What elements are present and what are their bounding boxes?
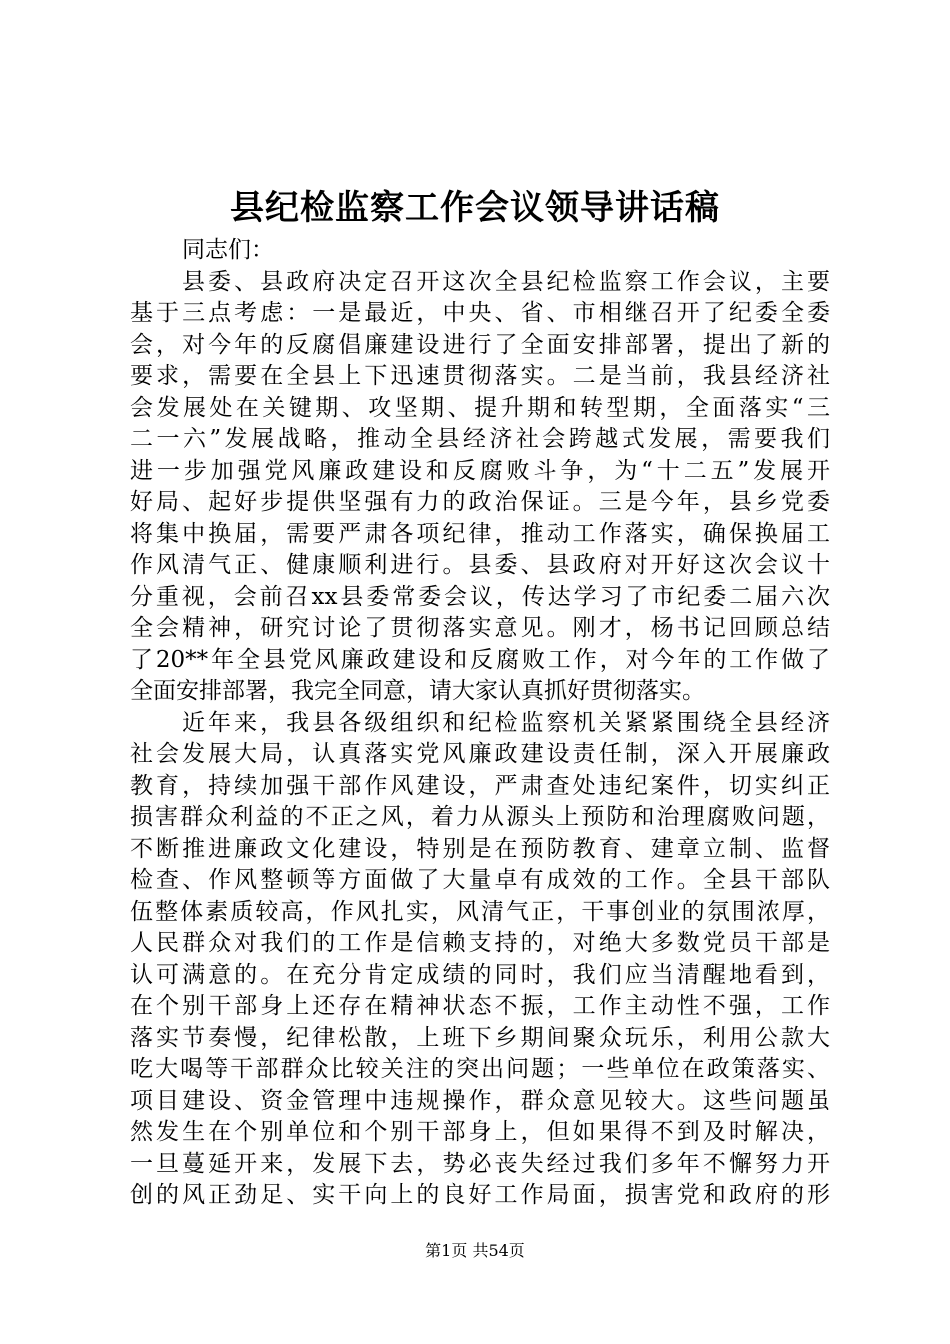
text-line: 创的风正劲足、实干向上的良好工作局面，损害党和政府的形 <box>130 1182 830 1208</box>
document-body <box>130 235 830 1212</box>
text-line: 二一六”发展战略，推动全县经济社会跨越式发展，需要我们 <box>130 426 830 452</box>
text-line: 基于三点考虑：一是最近，中央、省、市相继召开了纪委全委 <box>130 300 830 326</box>
text-line: 好局、起好步提供坚强有力的政治保证。三是今年，县乡党委 <box>130 489 830 515</box>
text-line: 人民群众对我们的工作是信赖支持的，对绝大多数党员干部是 <box>130 930 830 956</box>
text-line: 在个别干部身上还存在精神状态不振，工作主动性不强，工作 <box>130 993 830 1019</box>
text-line: 教育，持续加强干部作风建设，严肃查处违纪案件，切实纠正 <box>130 772 830 799</box>
text-line: 落实节奏慢，纪律松散，上班下乡期间聚众玩乐，利用公款大 <box>130 1024 830 1051</box>
text-line: 会，对今年的反腐倡廉建设进行了全面安排部署，提出了新的 <box>130 331 830 358</box>
paragraph-2 <box>130 708 830 1212</box>
text-line: 近年来，我县各级组织和纪检监察机关紧紧围绕全县经济 <box>182 709 830 736</box>
text-line: 分重视，会前召xx县委常委会议，传达学习了市纪委二届六次 <box>130 583 830 610</box>
text-line: 然发生在个别单位和个别干部身上，但如果得不到及时解决， <box>130 1119 830 1145</box>
text-line: 一旦蔓延开来，发展下去，势必丧失经过我们多年不懈努力开 <box>130 1150 830 1177</box>
text-line: 县委、县政府决定召开这次全县纪检监察工作会议，主要 <box>182 268 830 295</box>
text-line: 不断推进廉政文化建设，特别是在预防教育、建章立制、监督 <box>130 835 830 862</box>
document-title: 县纪检监察工作会议领导讲话稿 <box>230 188 720 228</box>
text-line: 全会精神，研究讨论了贯彻落实意见。刚才，杨书记回顾总结 <box>130 615 830 641</box>
text-line: 进一步加强党风廉政建设和反腐败斗争，为“十二五”发展开 <box>130 457 830 484</box>
text-line: 了20**年全县党风廉政建设和反腐败工作，对今年的工作做了 <box>130 646 830 673</box>
page-number-footer: 第1页 共54页 <box>425 1241 525 1260</box>
text-line: 将集中换届，需要严肃各项纪律，推动工作落实，确保换届工 <box>130 520 830 547</box>
text-line: 作风清气正、健康顺利进行。县委、县政府对开好这次会议十 <box>130 552 830 578</box>
greeting: 同志们： <box>182 237 274 263</box>
text-line: 损害群众利益的不正之风，着力从源头上预防和治理腐败问题， <box>130 804 830 830</box>
text-line: 检查、作风整顿等方面做了大量卓有成效的工作。全县干部队 <box>130 867 830 893</box>
text-line: 全面安排部署，我完全同意，请大家认真抓好贯彻落实。 <box>130 678 705 704</box>
text-line: 伍整体素质较高，作风扎实，风清气正，干事创业的氛围浓厚， <box>130 898 830 925</box>
text-line: 认可满意的。在充分肯定成绩的同时，我们应当清醒地看到， <box>130 961 830 988</box>
text-line: 社会发展大局，认真落实党风廉政建设责任制，深入开展廉政 <box>130 741 830 767</box>
text-line: 项目建设、资金管理中违规操作，群众意见较大。这些问题虽 <box>130 1087 830 1114</box>
text-line: 吃大喝等干部群众比较关注的突出问题；一些单位在政策落实、 <box>130 1056 830 1082</box>
text-line: 会发展处在关键期、攻坚期、提升期和转型期，全面落实“三 <box>130 394 830 421</box>
paragraph-1 <box>130 267 830 708</box>
text-line: 要求，需要在全县上下迅速贯彻落实。二是当前，我县经济社 <box>130 363 830 389</box>
